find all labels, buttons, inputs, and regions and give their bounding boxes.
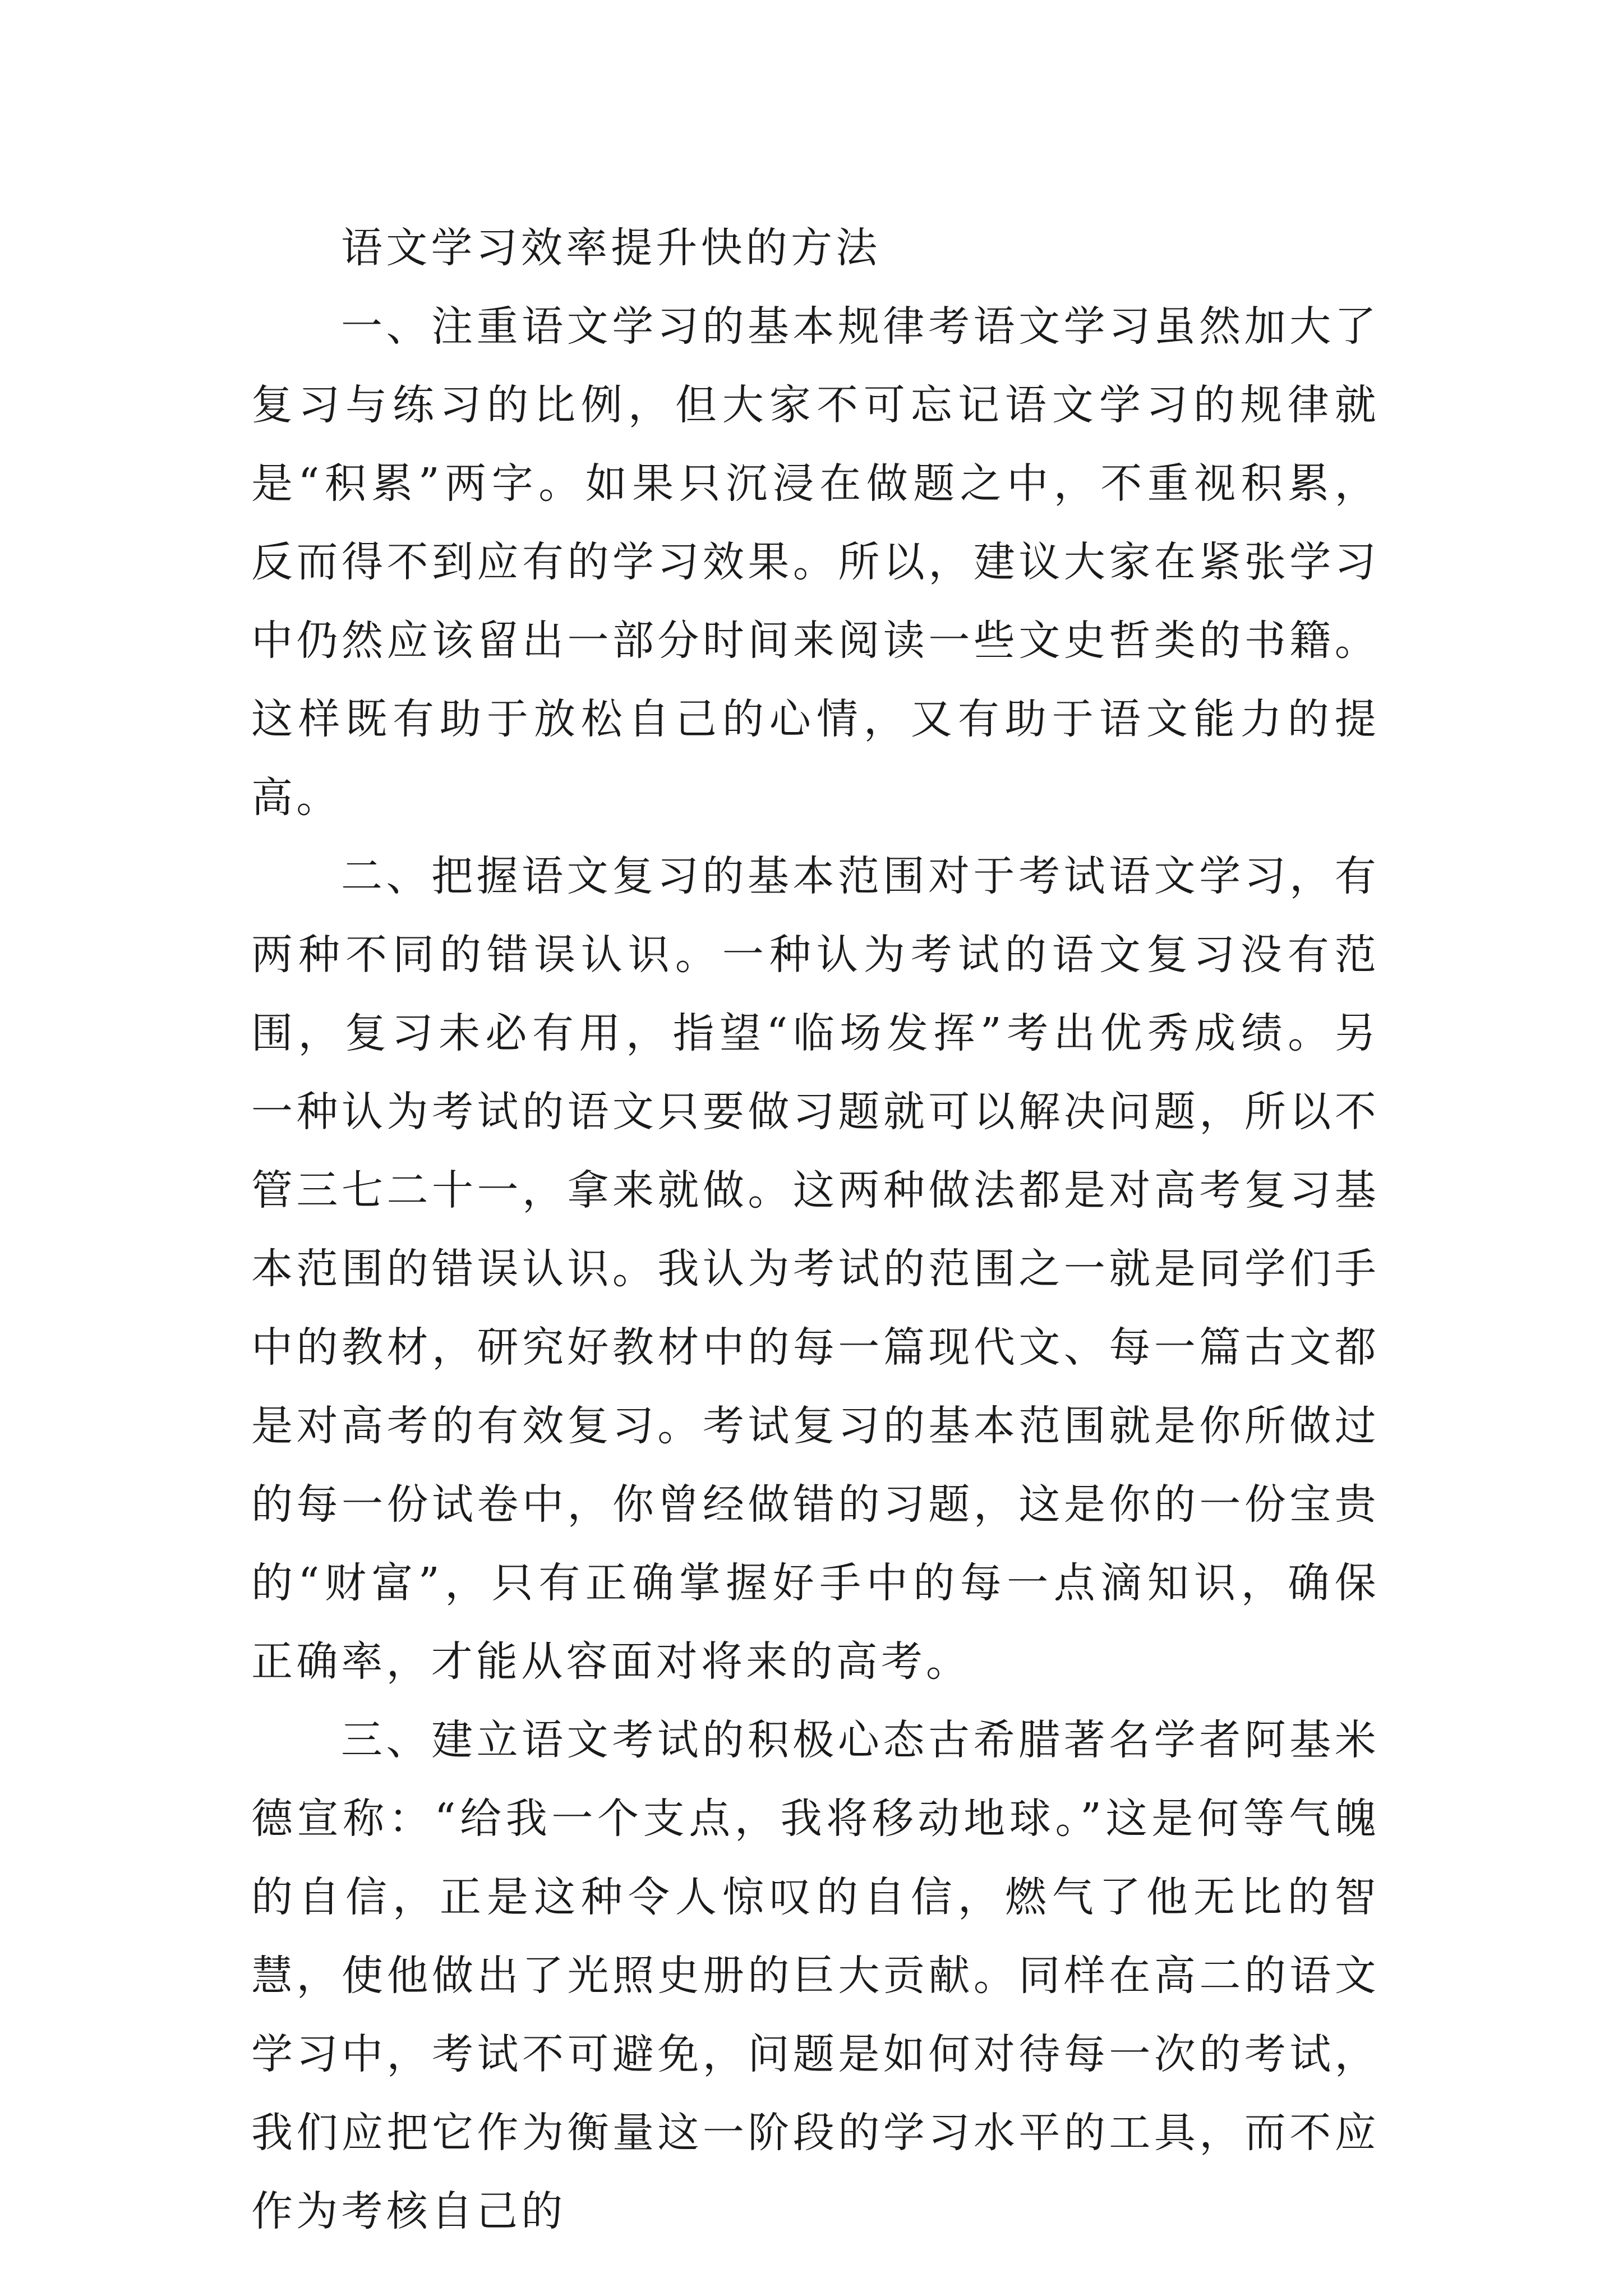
paragraph-2: 二、把握语文复习的基本范围对于考试语文学习，有两种不同的错误认识。一种认为考试的语文复习没有范围，复习未必有用，指望“临场发挥”考出优秀成绩。另一种认为考试的语文只要做习题就可以解决问题，所以不管三七二十一，拿来就做。这两种做法都是对高考复习基本范围的错误认识。我认为考试的范围之一就是同学们手中的教材，研究好教材中的每一篇现代文、每一篇古文都是对高考的有效复习。考试复习的基本范围就是你所做过的每一份试卷中，你曾经做错的习题，这是你的一份宝贵的“财富”，只有正确掌握好手中的每一点滴知识，确保正确率，才能从容面对将来的高考。 [251,852,1380,1686]
paragraph-3: 三、建立语文考试的积极心态古希腊著名学者阿基米德宣称：“给我一个支点，我将移动地球。”这是何等气魄的自信，正是这种令人惊叹的自信，燃气了他无比的智慧，使他做出了光照史册的巨大贡献。同样在高二的语文学习中，考试不可避免，问题是如何对待每一次的考试，我们应把它作为衡量这一阶段的学习水平的工具，而不应作为考核自己的 [251,1716,1380,2235]
paragraph-1: 一、注重语文学习的基本规律考语文学习虽然加大了复习与练习的比例，但大家不可忘记语文学习的规律就是“积累”两字。如果只沉浸在做题之中，不重视积累，反而得不到应有的学习效果。所以，建议大家在紧张学习中仍然应该留出一部分时间来阅读一些文史哲类的书籍。这样既有助于放松自己的心情，又有助于语文能力的提高。 [251,302,1380,822]
document-title: 语文学习效率提升快的方法 [341,224,881,272]
document-body [251,209,1380,2251]
